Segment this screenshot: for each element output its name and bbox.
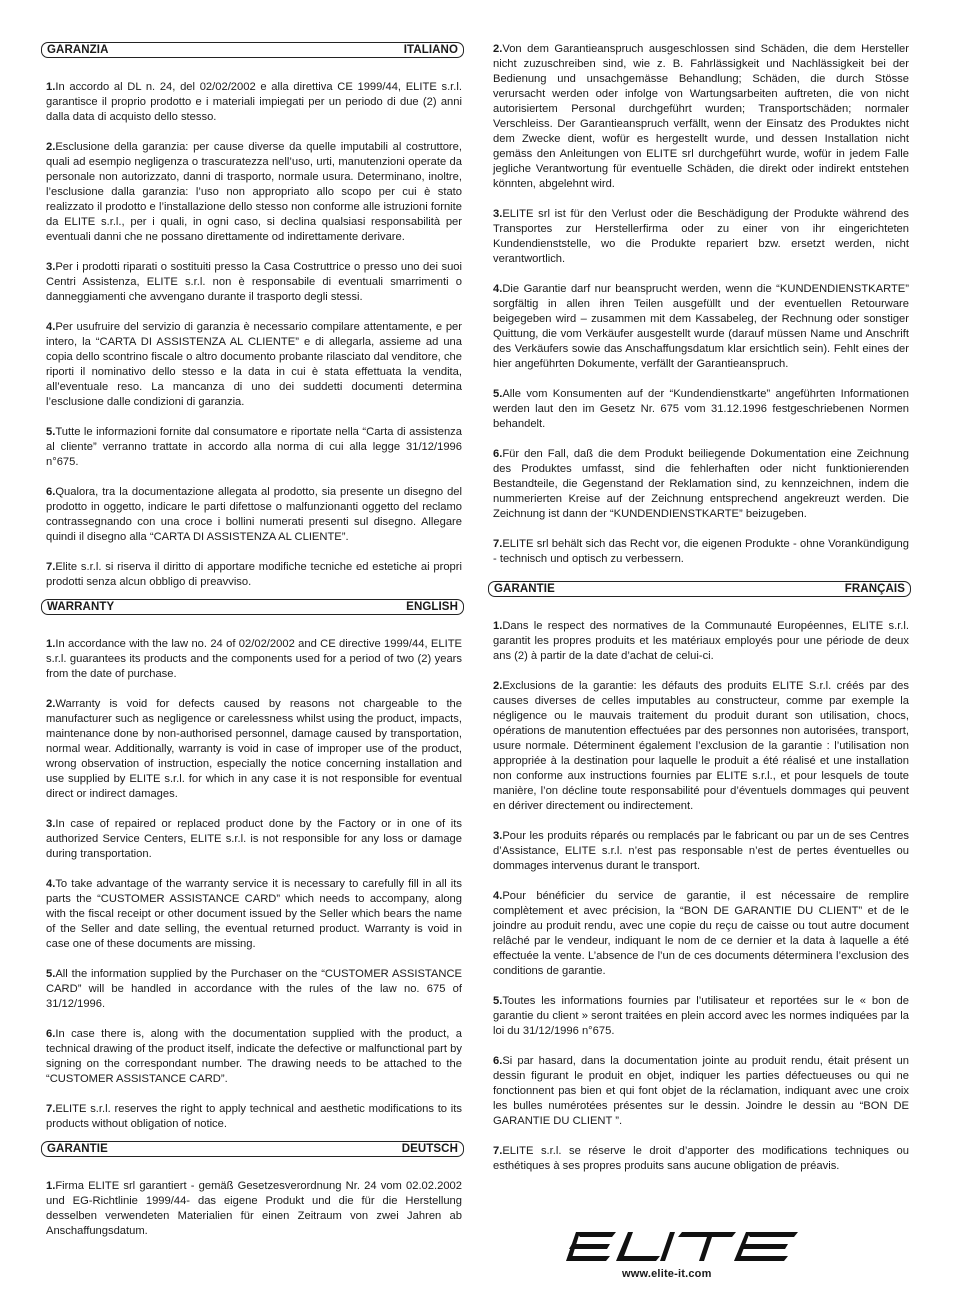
section-title: GARANZIA [47,44,109,56]
warranty-clause [41,1027,464,1087]
website-url[interactable]: www.elite-it.com [622,1268,712,1280]
clause-text: Firma ELITE srl garantiert - gemäß Gesetzesverordnung Nr. 24 vom 02.02.2002 und EG-Richtlinie 1999/44- das eigene Produkt und die für die Herstellung desselben verwendeten Materialien für einen Zeitraum von zwei Jahren ab Anschaffungsdatum. [46,1180,462,1237]
section-de-continued [488,42,911,567]
clause-number: 1. [46,81,56,93]
clause-text: In accordo al DL n. 24, del 02/02/2002 e alla direttiva CE 1999/44, ELITE s.r.l. garantisce il proprio prodotto e i materiali impiegati per un periodo di due (2) anni dalla data di acquisto dello stesso. [46,81,462,123]
right-column [488,42,911,1189]
clause-text: Si par hasard, dans la documentation jointe au produit rendu, était présent un dessin figurant le produit en objet, indiquer les parties défectueuses ou qui ne fonctionnent pas bien et qui font objet de la réclamation, indiquant avec une croix les bulles numérotées présentes sur le dessin. Joindre le dessin au “BON DE GARANTIE DU CLIENT ”. [493,1055,909,1127]
section-en [41,599,464,1132]
clause-number: 6. [493,1055,503,1067]
warranty-clause [41,1179,464,1239]
clause-text: Für den Fall, daß die dem Produkt beiliegende Dokumentation eine Zeichnung des Produktes umfasst, sind die fehlerhaften oder nicht funktionierenden Bestandteile, die Gegenstand der Reklamation sind, zu kennzeichnen, indem die nummerierten Kreise auf der Zeichnung entsprechend angekreuzt werden. Die Zeichnung ist dann der “KUNDENDIENSTKARTE” beizugeben. [493,448,909,520]
warranty-clause [41,320,464,410]
clause-number: 3. [46,261,56,273]
clause-text: All the information supplied by the Purchaser on the “CUSTOMER ASSISTANCE CARD” will be handled in accordance with the rules of the law no. 675 of 31/12/1996. [46,968,462,1010]
warranty-clause [488,537,911,567]
warranty-clause [41,817,464,862]
clause-number: 6. [46,1028,56,1040]
clause-number: 1. [46,638,56,650]
section-fr [488,581,911,1174]
section-title: GARANTIE [494,583,555,595]
warranty-clause [488,42,911,192]
section-language: ITALIANO [403,44,458,56]
section-language: ENGLISH [406,601,458,613]
warranty-clause [41,140,464,245]
clause-number: 6. [46,486,56,498]
warranty-clause [488,447,911,522]
warranty-clause [488,889,911,979]
clause-text: Tutte le informazioni fornite dal consumatore e riportate nella “Carta di assistenza al cliente” verranno trattate in accordo alla norma di cui alla legge 31/12/1996 n°675. [46,426,462,468]
clause-text: Pour les produits réparés ou remplacés par le fabricant ou par un de ses Centres d’Assistance, ELITE s.r.l. n’est pas responsable n’est de pertes éventuelles ou dommages intervenus durant le transport. [493,830,909,872]
warranty-clause [41,80,464,125]
clause-number: 5. [493,995,503,1007]
clause-number: 1. [493,620,503,632]
clause-number: 5. [46,426,56,438]
clause-number: 7. [493,1145,503,1157]
section-title: WARRANTY [47,601,115,613]
clause-text: ELITE srl ist für den Verlust oder die Beschädigung der Produkte während des Transportes zur Herstellerfirma oder zu einer von ihr eingerichteten Kundendienststelle, wo die Produkte repariert bzw. ersetzt werden, nicht verantwortlich. [493,208,909,265]
warranty-clause [488,1054,911,1129]
clause-number: 3. [493,830,503,842]
clause-text: Dans le respect des normatives de la Communauté Européennes, ELITE s.r.l. garantit les propres produits et les matériaux employés pour une période de deux ans (2) à partir de la date d’achat de celui-ci. [493,620,909,662]
clause-text: In accordance with the law no. 24 of 02/02/2002 and CE directive 1999/44, ELITE s.r.l. guarantees its products and the components used for a period of two (2) years from the date of purchase. [46,638,462,680]
section-header [41,42,464,58]
clause-number: 6. [493,448,503,460]
clause-text: Die Garantie darf nur beansprucht werden, wenn die “KUNDENDIENSTKARTE” sorgfältig in allen ihren Teilen ausgefüllt und der eventuellen Retourware beigegeben wird – zusammen mit dem Kassabeleg, der Rechnung oder sonstiger Quittung, die vom Verkäufer ausgestellt wurde (darauf müssen Name und Anschrift des Verkäufers sowie das Anschaffungsdatum klar ersichtlich sein). Fehlt eines der hier angeführten Dokumente, verfällt der Garantieanspruch. [493,283,909,370]
clause-number: 4. [46,321,56,333]
clause-text: Per i prodotti riparati o sostituiti presso la Casa Costruttrice o presso uno dei suoi Centri Assistenza, ELITE s.r.l. non è responsabile di eventuali smarrimenti o danneggiamenti che avvengano durante il trasporto degli stessi. [46,261,462,303]
warranty-clause [488,1144,911,1174]
elite-logo-icon [566,1230,798,1264]
warranty-clause [41,560,464,590]
clause-text: Elite s.r.l. si riserva il diritto di apportare modifiche tecniche ed estetiche ai propri prodotti senza alcun obbligo di preavviso. [46,561,462,588]
warranty-clause [41,637,464,682]
clause-number: 5. [46,968,56,980]
clause-number: 7. [493,538,503,550]
section-it [41,42,464,590]
warranty-clause [41,697,464,802]
clause-number: 2. [46,698,56,710]
clause-text: ELITE s.r.l. se réserve le droit d’apporter des modifications techniques ou esthétiques à ses propres produits sans aucune obligation de préavis. [493,1145,909,1172]
clause-text: Esclusione della garanzia: per cause diverse da quelle imputabili al costruttore, quali ad esempio negligenza o trascuratezza nell’uso, urti, manutenzioni operate da personale non autorizzato, danni di trasporto, normale usura. Determinano, inoltre, l’esclusione dalla garanzia: l’uso non appropriato allo scopo per cui è stato realizzato il prodotto e l’installazione dello stesso non conforme alle istruzioni fornite da ELITE s.r.l., per i quali, in ogni caso, si declina qualsiasi responsabilità per eventuali danni che ne possano direttamente od indirettamente derivare. [46,141,462,243]
clause-number: 4. [493,283,503,295]
clause-number: 4. [46,878,56,890]
items [41,637,464,1132]
clause-number: 5. [493,388,503,400]
section-header [41,599,464,615]
clause-number: 7. [46,1103,56,1115]
warranty-clause [488,282,911,372]
section-header [488,581,911,597]
left-column [41,42,464,1254]
warranty-clause [41,260,464,305]
elite-logo [566,1230,798,1269]
warranty-clause [41,967,464,1012]
clause-text: Per usufruire del servizio di garanzia è necessario compilare attentamente, e per intero, la “CARTA DI ASSISTENZA AL CLIENTE” e di allegarla, assieme ad una copia dello scontrino fiscale o altro documento probante rilasciato dal venditore, che riporti il nominativo dello stesso e la data in cui è stata effettuata la vendita, all’eventuale reso. La mancanza di uno dei suddetti documenti determina l’esclusione dalle condizioni di garanzia. [46,321,462,408]
warranty-clause [41,877,464,952]
section-language: FRANÇAIS [844,583,905,595]
section-de [41,1141,464,1239]
clause-text: Von dem Garantieanspruch ausgeschlossen sind Schäden, die dem Hersteller nicht zuzuschreiben sind, wie z. B. Fahrlässigkeit und Nachlässigkeit bei der Bedienung und unsachgemässe Behandlung; Schäden, die durch Stösse verursacht werden oder infolge von Wartungsarbeiten auftreten, die von nicht autorisiertem Personal durchgeführt wurden; Transportschäden; normaler Verschleiss. Der Garantieanspruch verfällt, wenn der Einsatz des Produktes nicht dem Zwecke dient, wofür es hergestellt wurde, und dessen Installation nicht gemäss den Anleitungen von ELITE srl durchgeführt wurde, wofür in jedem Falle jegliche Verantwortung für eventuelle Schäden, die direkt oder indirekt entstehen könnten, abgelehnt wird. [493,43,909,190]
warranty-clause [488,829,911,874]
items [488,42,911,567]
warranty-clause [41,425,464,470]
clause-text: ELITE srl behält sich das Recht vor, die eigenen Produkte - ohne Vorankündigung - technisch und optisch zu verbessern. [493,538,909,565]
warranty-clause [488,679,911,814]
clause-number: 4. [493,890,503,902]
clause-number: 2. [493,43,503,55]
clause-number: 7. [46,561,56,573]
items [488,619,911,1174]
clause-text: Alle vom Konsumenten auf der “Kundendienstkarte” angeführten Informationen werden laut den im Gesetz Nr. 675 vom 31.12.1996 festgeschriebenen Normen behandelt. [493,388,909,430]
clause-text: Exclusions de la garantie: les défauts des produits ELITE S.r.l. créés par des causes diverses de celles imputables au constructeur, comme par exemple la négligence ou le mauvais traitement du produit durant son utilisation, chocs, opérations de manutention effectuées par des personnes non autorisées, transport, usure normale. Déterminent également l’exclusion de la garantie : l’utilisation non appropriée à la destination pour laquelle le produit a été réalisé et une installation non conforme aux instructions fournies par ELITE s.r.l., et pour lesquels de toute manière, l’on décline toute responsabilité pour d’éventuels dommages qui peuvent en dériver directement ou indirectement. [493,680,909,812]
clause-text: ELITE s.r.l. reserves the right to apply technical and aesthetic modifications to its products without obligation of notice. [46,1103,462,1130]
clause-text: Pour bénéficier du service de garantie, il est nécessaire de remplire complètement et avec précision, la “BON DE GARANTIE DU CLIENT” et de le joindre au produit rendu, avec une copie du reçu de caisse ou tout autre document relâché par le vendeur, indiquant le nom de ce dernier et la data à laquelle a été effectuée la vente. L’absence de l’un de ces documents déterminera l’exclusion des conditions de garantie. [493,890,909,977]
warranty-clause [488,994,911,1039]
warranty-clause [488,387,911,432]
clause-text: In case there is, along with the documentation supplied with the product, a technical drawing of the product itself, indicate the defective or malfunctional part by signing on the correspondant number. The drawing needs to be attached to the “CUSTOMER ASSISTANCE CARD”. [46,1028,462,1085]
clause-number: 2. [493,680,503,692]
items [41,1179,464,1239]
warranty-clause [488,619,911,664]
clause-text: Qualora, tra la documentazione allegata al prodotto, sia presente un disegno del prodotto in oggetto, indicare le parti difettose o malfunzionanti oggetto del reclamo contrassegnando con una croce i bollini numerati presenti sul disegno. Allegare quindi il disegno alla “CARTA DI ASSISTENZA AL CLIENTE”. [46,486,462,543]
warranty-clause [41,485,464,545]
items [41,80,464,590]
section-header [41,1141,464,1157]
clause-number: 3. [46,818,56,830]
section-language: DEUTSCH [401,1143,458,1155]
clause-text: In case of repaired or replaced product done by the Factory or in one of its authorized Service Centers, ELITE s.r.l. is not responsible for any loss or damage during transportation. [46,818,462,860]
clause-number: 2. [46,141,56,153]
warranty-clause [488,207,911,267]
clause-text: Warranty is void for defects caused by reasons not chargeable to the manufacturer such as negligence or carelessness whilst using the product, impacts, maintenance done by non-authorised personnel, damage caused by transportation, normal wear. Additionally, warranty is void in case of improper use of the product, wrong observation of instruction, especially the notice concerning installation and use supplied by ELITE s.r.l. for which in any case it is not responsible for eventual direct or indirect damages. [46,698,462,800]
section-title: GARANTIE [47,1143,108,1155]
clause-text: Toutes les informations fournies par l’utilisateur et reportées sur le « bon de garantie du client » seront traitées en plein accord avec les normes indiquées par la loi du 31/12/1996 n°675. [493,995,909,1037]
clause-number: 1. [46,1180,56,1192]
warranty-clause [41,1102,464,1132]
clause-text: To take advantage of the warranty service it is necessary to carefully fill in all its parts the “CUSTOMER ASSISTANCE CARD” which needs to accompany, along with the fiscal receipt or other document issued by the Seller which bears the name of the Seller and date selling, the eventual returned product. Warranty is void in case one of these documents are missing. [46,878,462,950]
clause-number: 3. [493,208,503,220]
